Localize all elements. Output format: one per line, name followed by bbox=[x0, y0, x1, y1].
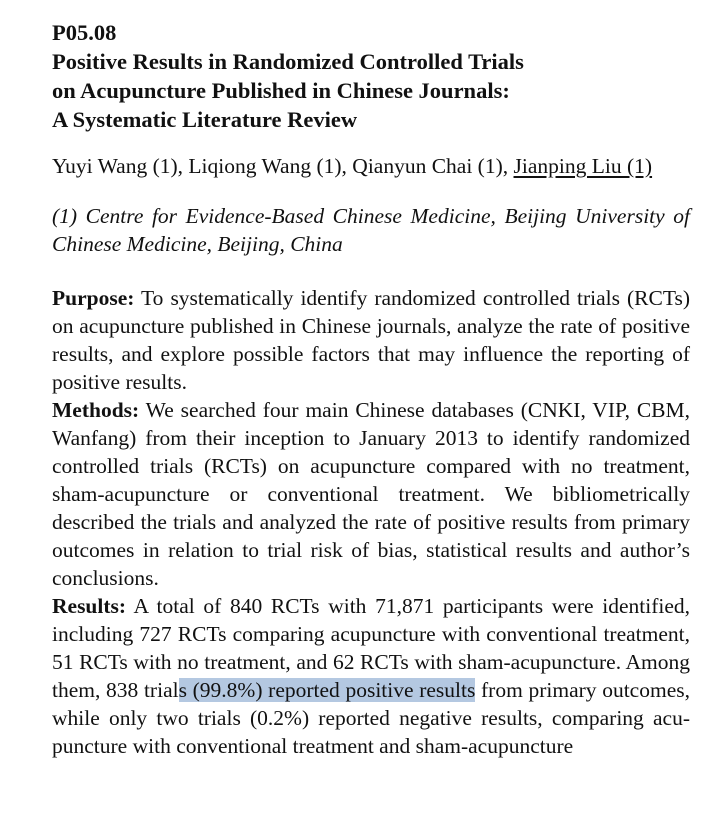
authors-text: Yuyi Wang (1), Liqiong Wang (1), Qianyun Chai (1), bbox=[52, 154, 514, 178]
purpose-text: To systematically identify randomized controlled trials (RCTs) on acupuncture published in Chinese journals, analyze the rate of positive results, and explore possible factors that may influence the reporting of positive results. bbox=[52, 285, 690, 394]
methods-text: We searched four main Chinese databases (CNKI, VIP, CBM, Wanfang) from their inception to January 2013 to identify randomized controlled trials (RCTs) on acupuncture compared with no treatment, sham-acupuncture or conventional treatment. We bibliometrically described the trials and analyzed the rate of positive results from primary outcomes in relation to trial risk of bias, statistical results and author’s conclusions. bbox=[52, 397, 690, 590]
results-label: Results: bbox=[52, 593, 127, 618]
results-text: A total of 840 RCTs with 71,871 participants were identified, including 727 RCTs comparing acupuncture with conventional treatment, 51 RCTs with no treatment, and 62 RCTs with sham-acupuncture. Among them, 838 trial bbox=[52, 593, 690, 702]
methods-label: Methods: bbox=[52, 397, 140, 422]
author-list bbox=[52, 152, 690, 180]
purpose-section bbox=[52, 284, 690, 396]
selected-text-highlight[interactable]: s (99.8%) reported positive results bbox=[178, 677, 476, 702]
results-text-continued: from primary outcomes, while only two trials (0.2%) reported negative results, comparing acupuncture with conventional treatment and sham-acupuncture bbox=[52, 677, 690, 758]
presenting-author: Jianping Liu (1) bbox=[513, 154, 653, 178]
abstract-title bbox=[52, 47, 690, 134]
title-line: Positive Results in Randomized Controlled Trials bbox=[52, 49, 524, 74]
abstract-id: P05.08 bbox=[52, 20, 117, 45]
title-line: on Acupuncture Published in Chinese Journals: bbox=[52, 78, 510, 103]
purpose-label: Purpose: bbox=[52, 285, 135, 310]
affiliation: (1) Centre for Evidence-Based Chinese Medicine, Beijing University of Chinese Medicine, Beijing, China bbox=[52, 203, 690, 256]
title-line: A Systematic Literature Review bbox=[52, 107, 358, 132]
results-section bbox=[52, 592, 690, 760]
paper-page bbox=[52, 18, 690, 760]
methods-section bbox=[52, 396, 690, 592]
